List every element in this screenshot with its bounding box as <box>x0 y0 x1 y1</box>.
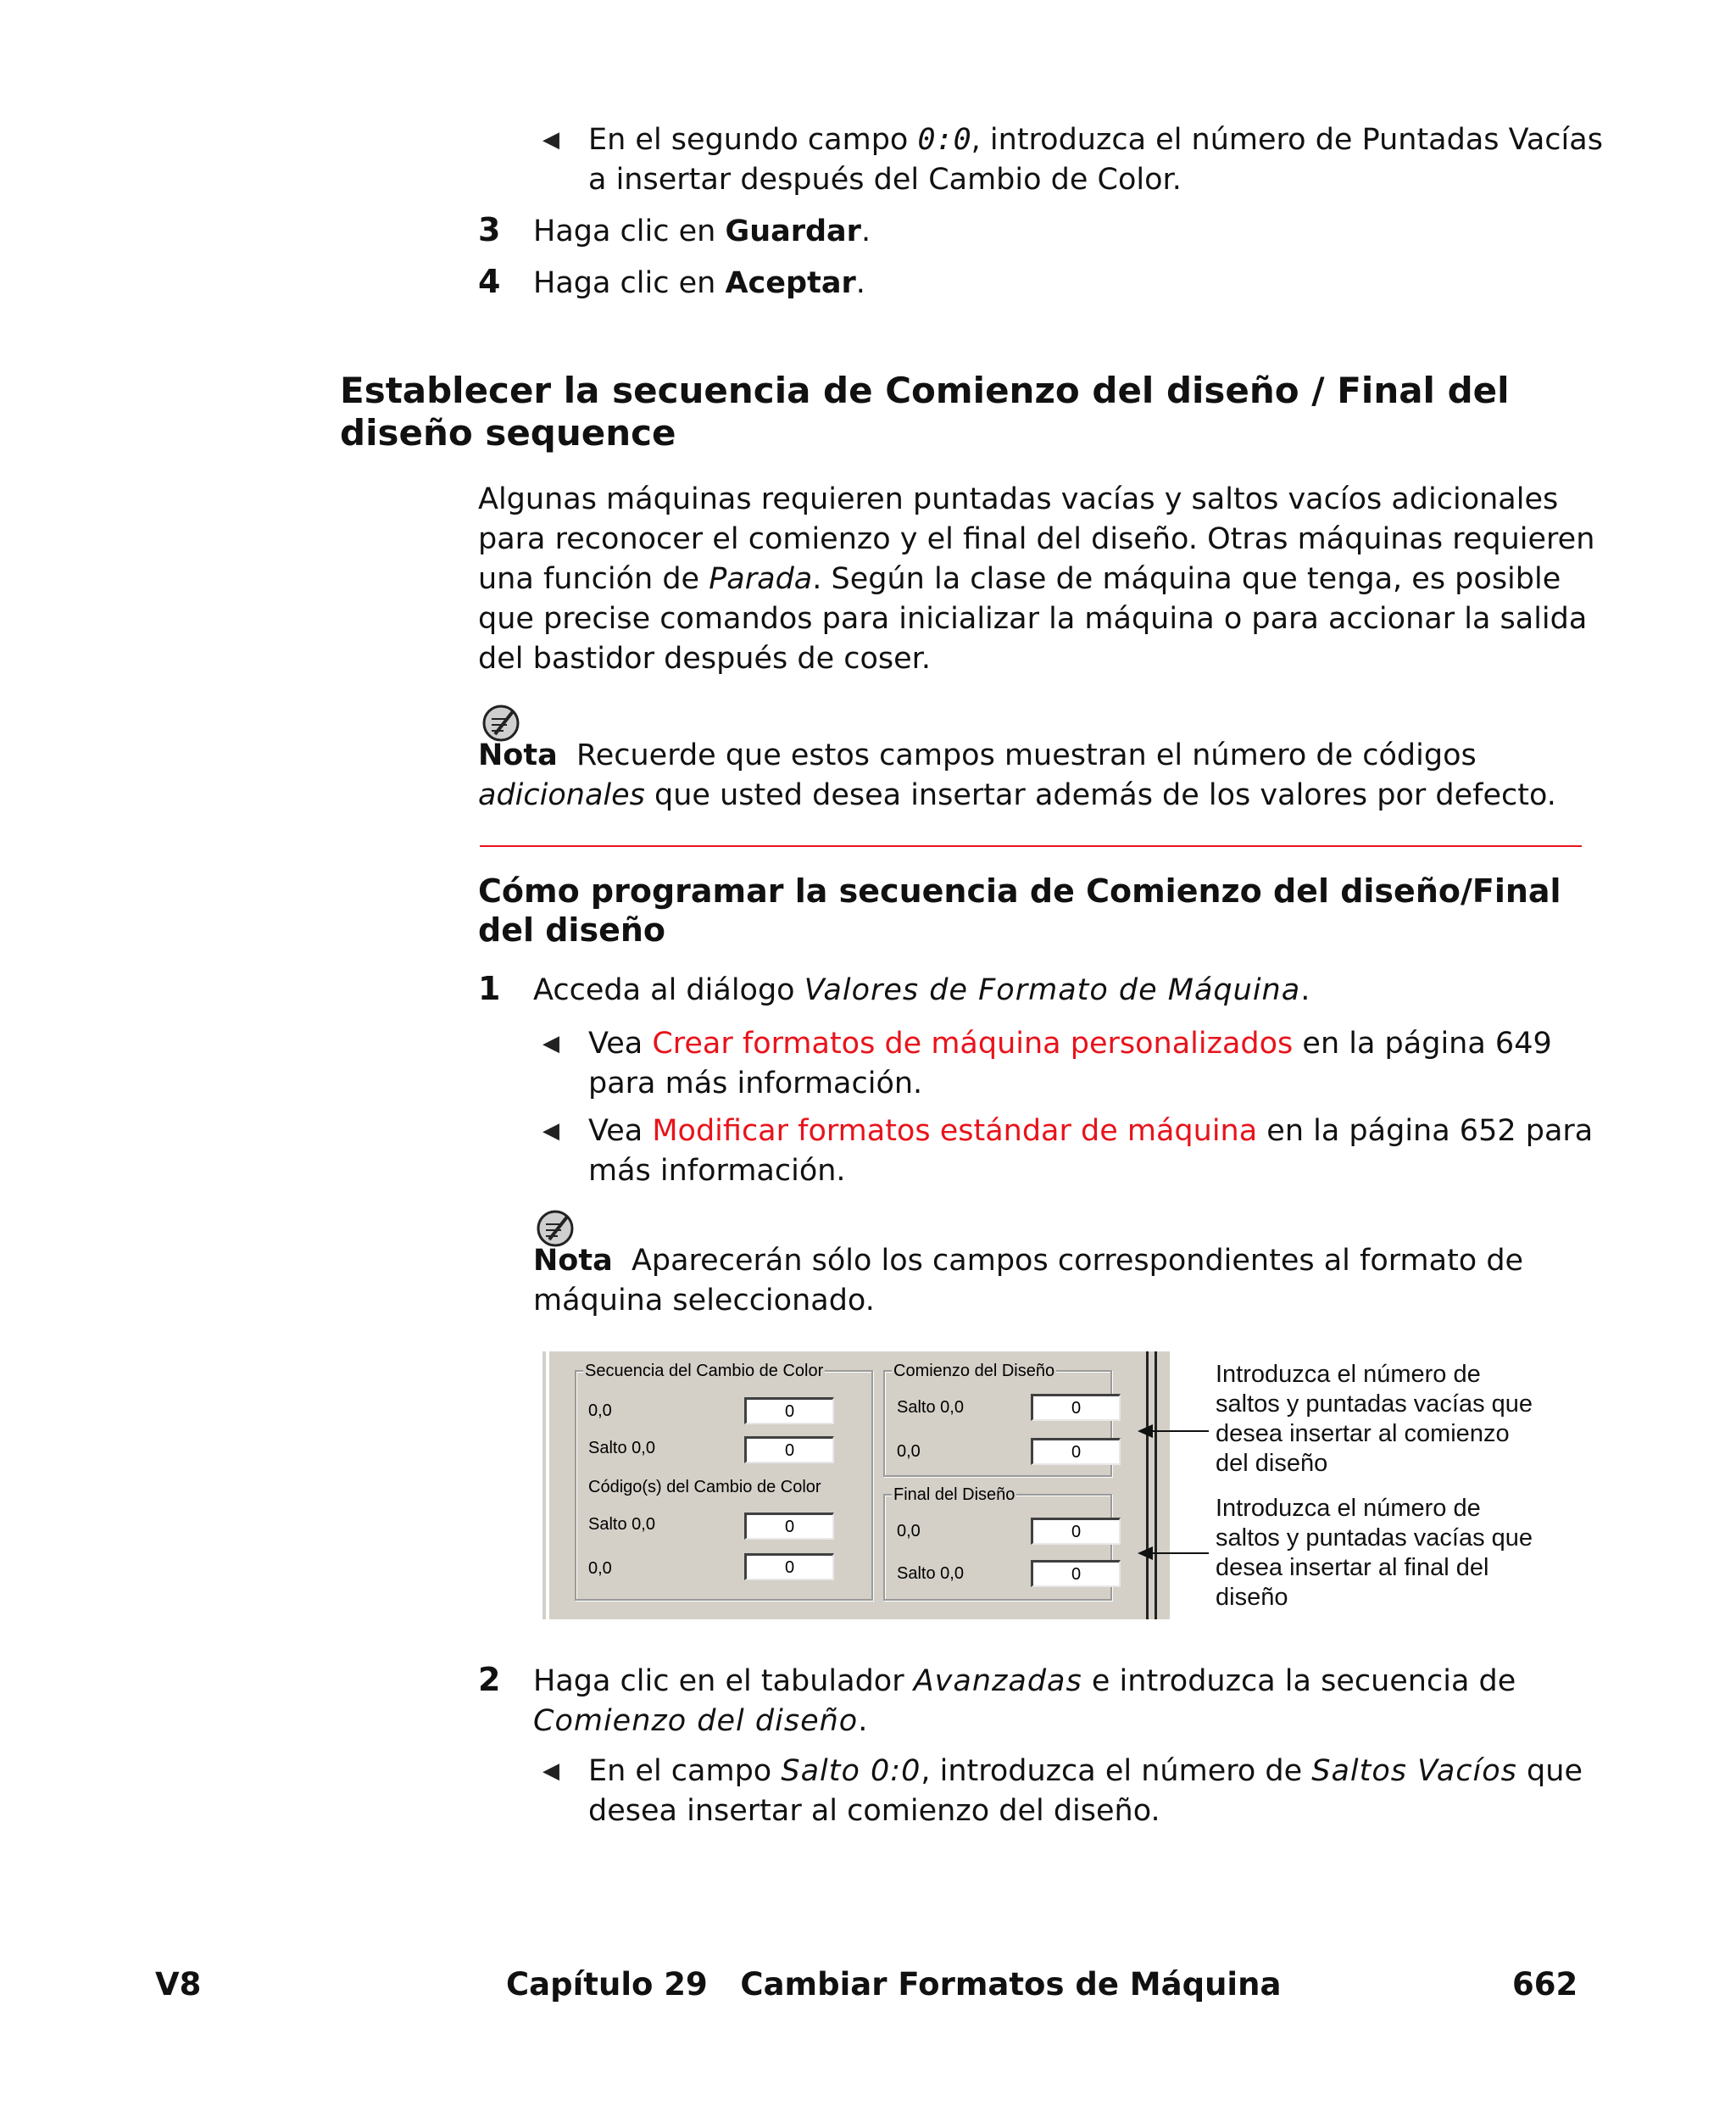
bullet-icon: ◀ <box>542 1031 559 1056</box>
section-rule <box>480 845 1582 847</box>
callout-design-start: Introduzca el número de saltos y puntadas vacías que desea insertar al comienzo del diseño <box>1216 1361 1533 1477</box>
machine-format-dialog-excerpt <box>542 1351 1170 1619</box>
end-stitch-input[interactable]: 0 <box>1031 1518 1121 1545</box>
link-modificar-formatos[interactable]: Modificar formatos estándar de máquina <box>652 1114 1258 1148</box>
note-label: Nota <box>478 738 558 772</box>
start-jump-input[interactable]: 0 <box>1031 1394 1121 1421</box>
step-text: Haga clic en Aceptar. <box>533 266 865 300</box>
callout-arrow-start <box>1153 1430 1209 1432</box>
bullet-text: Vea Crear formatos de máquina personalizados en la página 649 para más información. <box>588 1027 1552 1100</box>
step-number: 4 <box>478 263 501 300</box>
bullet-icon: ◀ <box>542 1758 559 1784</box>
color-code-stitch-input[interactable]: 0 <box>744 1553 834 1580</box>
step-text: Haga clic en Guardar. <box>533 214 871 248</box>
footer-version: V8 <box>155 1966 202 2003</box>
bullet-text: En el segundo campo 0:0, introduzca el número de Puntadas Vacías a insertar después del Cambio de Color. <box>588 123 1603 197</box>
color-code-jump-input[interactable]: 0 <box>744 1513 834 1540</box>
group-color-change: Secuencia del Cambio de Color 0,0 0 Salto 0,0 0 Código(s) del Cambio de Color Salto 0,0 0 0,0 0 <box>575 1370 873 1601</box>
bullet-icon: ◀ <box>542 1118 559 1144</box>
group-design-start: Comienzo del Diseño Salto 0,0 0 0,0 0 <box>883 1370 1112 1477</box>
arrow-left-icon <box>1138 1424 1153 1438</box>
howto-heading: Cómo programar la secuencia de Comienzo del diseño/Final del diseño <box>478 872 1561 949</box>
note-text: Nota Recuerde que estos campos muestran el número de códigos adicionales que usted desea insertar además de los valores por defecto. <box>478 738 1556 812</box>
footer-chapter: Capítulo 29 Cambiar Formatos de Máquina <box>506 1966 1282 2003</box>
step-text: Acceda al diálogo Valores de Formato de Máquina. <box>533 973 1310 1007</box>
start-stitch-input[interactable]: 0 <box>1031 1438 1121 1465</box>
footer-page-number: 662 <box>1512 1966 1578 2003</box>
end-jump-input[interactable]: 0 <box>1031 1560 1121 1587</box>
intro-paragraph: Algunas máquinas requieren puntadas vacías y saltos vacíos adicionales para reconocer el comienzo y el final del diseño. Otras máquinas requieren una función de Parada. Según la clase de máquina que tenga, es posible que precise comandos para inicializar la máquina o para accionar la salida del bastidor después de coser. <box>478 482 1595 676</box>
group-design-end: Final del Diseño 0,0 0 Salto 0,0 0 <box>883 1494 1112 1601</box>
note-text: Nota Aparecerán sólo los campos correspondientes al formato de máquina seleccionado. <box>533 1244 1524 1318</box>
bullet-text: Vea Modificar formatos estándar de máquina en la página 652 para más información. <box>588 1114 1594 1188</box>
link-crear-formatos[interactable]: Crear formatos de máquina personalizados <box>652 1027 1294 1061</box>
color-jump-input[interactable]: 0 <box>744 1436 834 1463</box>
step-number: 1 <box>478 970 501 1007</box>
step-text: Haga clic en el tabulador Avanzadas e introduzca la secuencia de Comienzo del diseño. <box>533 1664 1516 1738</box>
bullet-icon: ◀ <box>542 127 559 153</box>
note-label: Nota <box>533 1244 613 1278</box>
color-stitch-input[interactable]: 0 <box>744 1397 834 1424</box>
arrow-left-icon <box>1138 1546 1153 1560</box>
callout-arrow-end <box>1153 1552 1209 1554</box>
step-number: 3 <box>478 211 501 248</box>
callout-design-end: Introduzca el número de saltos y puntadas vacías que desea insertar al final del diseño <box>1216 1495 1533 1611</box>
step-number: 2 <box>478 1661 501 1698</box>
bullet-text: En el campo Salto 0:0, introduzca el número de Saltos Vacíos que desea insertar al comienzo del diseño. <box>588 1754 1583 1828</box>
section-heading: Establecer la secuencia de Comienzo del diseño / Final del diseño sequence <box>340 370 1510 454</box>
